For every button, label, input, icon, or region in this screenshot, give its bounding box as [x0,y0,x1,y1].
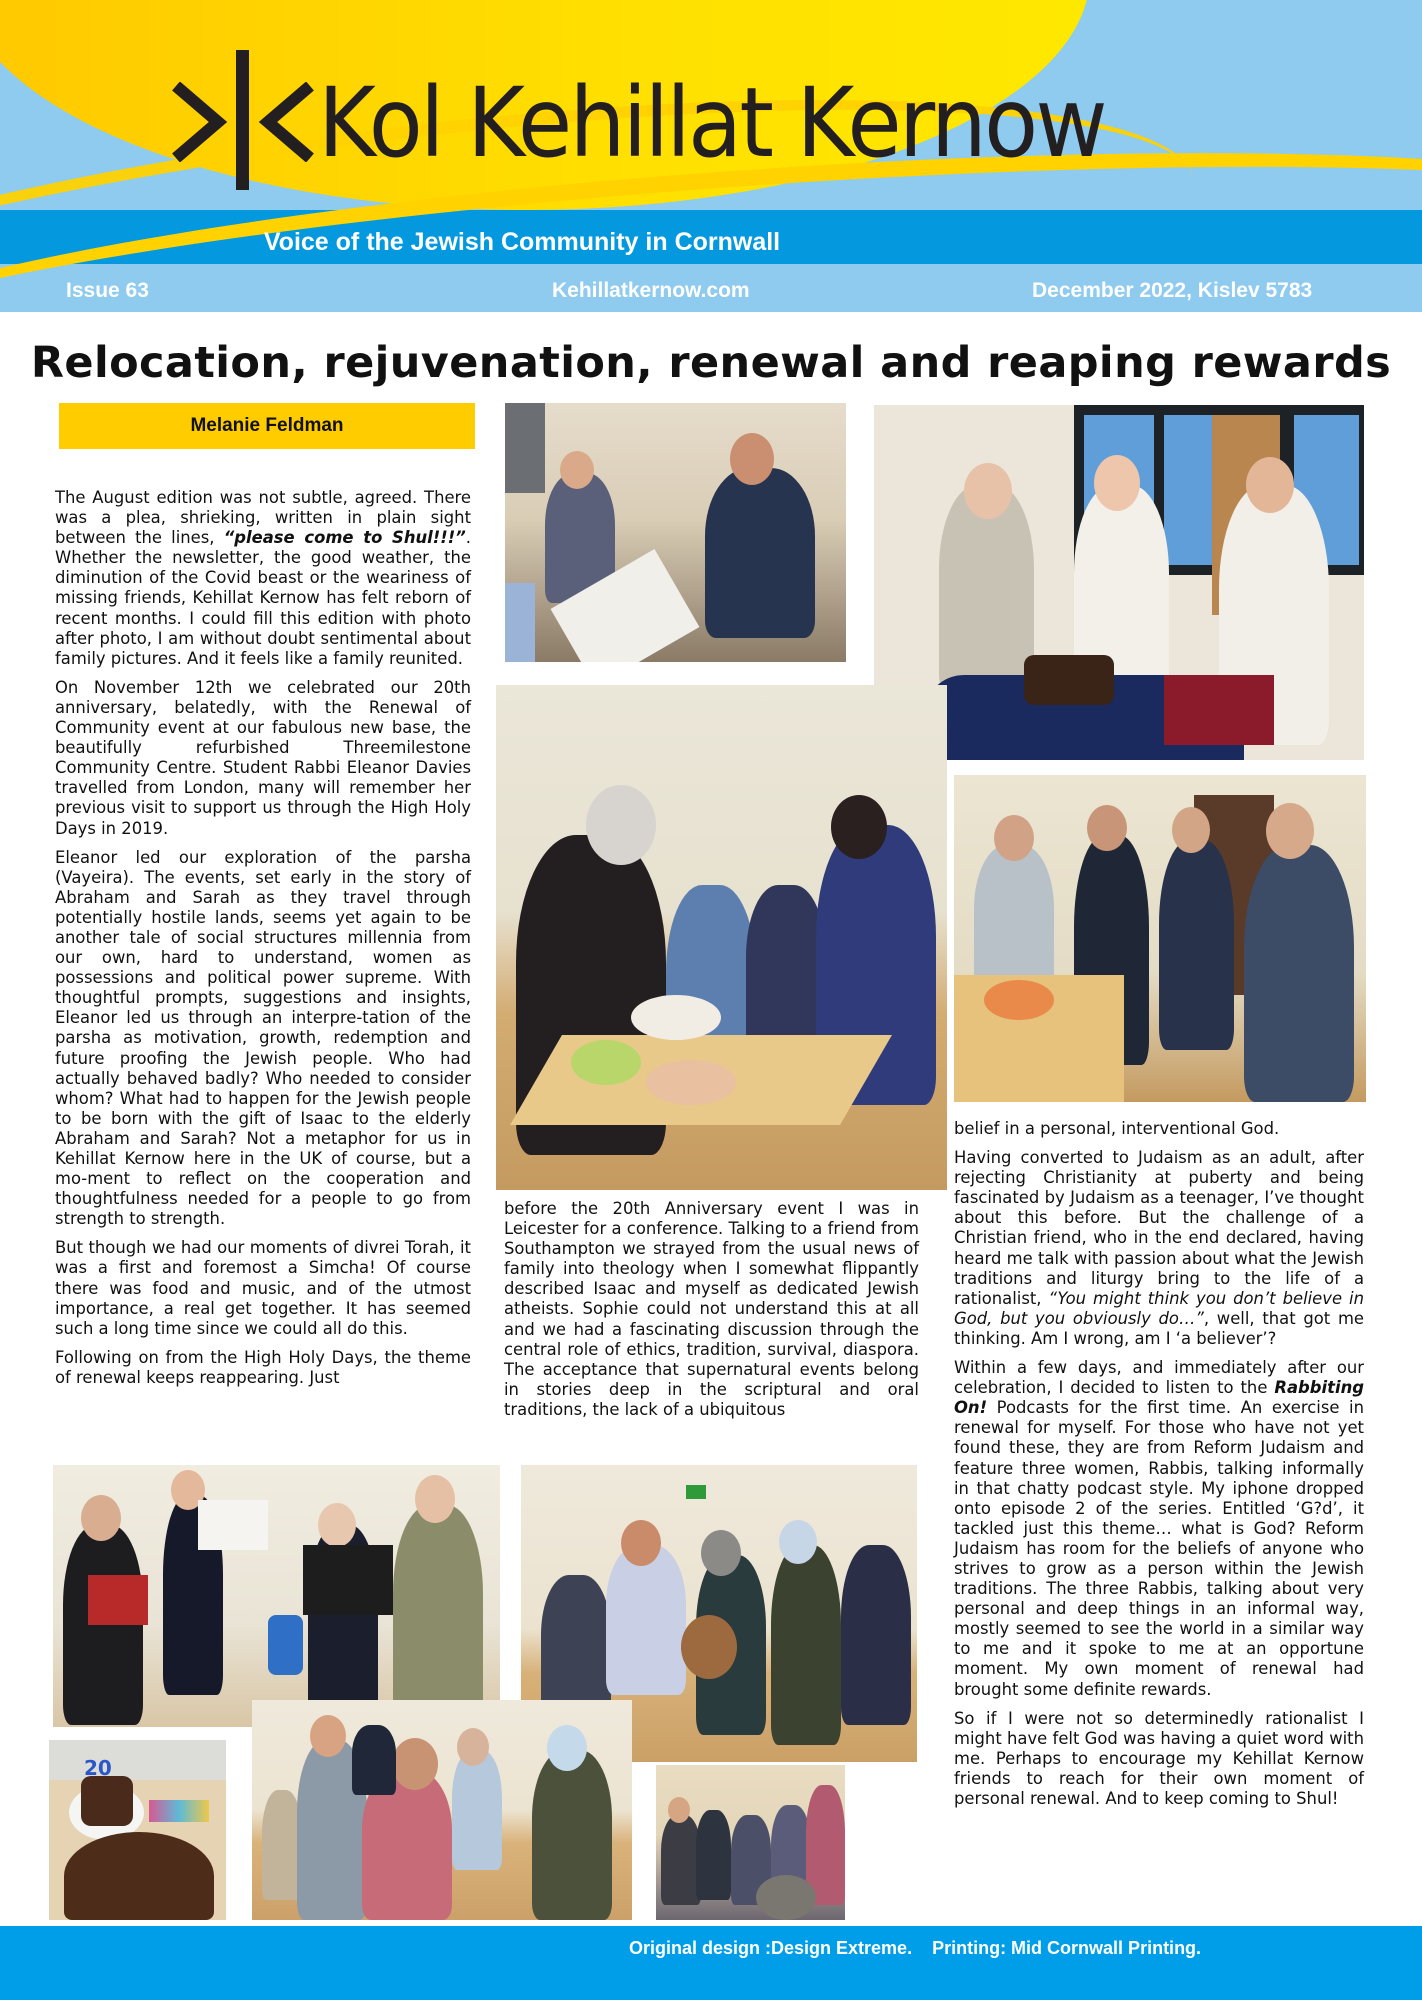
photo-birthday-cake [49,1740,226,1920]
photo-men-dancing [252,1700,632,1920]
paragraph: But though we had our moments of divrei Torah, it was a first and foremost a Simcha! Of course there was food and music, and of the utmost importance, a real get together. It has seemed such a long time since we could all do this. [55,1238,471,1338]
article-column-3 [954,1119,1364,1818]
photo-musicians [53,1465,500,1727]
article-column-2 [504,1199,919,1429]
masthead-title: Kol Kehillat Kernow [318,66,1105,179]
masthead-info-bar [0,270,1422,312]
issue-number: Issue 63 [66,279,149,302]
cake-candle-number: 20 [84,1756,112,1780]
photo-torah-reading [874,405,1364,760]
paragraph: Within a few days, and immediately after our celebration, I decided to listen to the Rabbiting On! Podcasts for the first time. An exercise in renewal for myself. For those who have not yet found these, they are from Reform Judaism and feature three women, Rabbis, talking informally in that chatty podcast style. My iphone dropped onto episode 2 of the series. Entitled ‘G?d’, it tackled just this theme… what is God? Reform Judaism has room for the beliefs of anyone who strives to grow as a person within the Jewish traditions. The three Rabbis, talking about very personal and deep things in an informal way, mostly seemed to see the world in a similar way to me and it spoke to me at an opportune moment. My own moment of renewal had brought some definite rewards. [954,1358,1364,1699]
quote-please-come-to-shul: “please come to Shul!!!” [223,528,466,548]
paragraph: So if I were not so determinedly rationalist I might have felt God was having a quiet word with me. Perhaps to encourage my Kehillat Kernow friends to reach for their own moment of personal renewal. And to keep coming to Shul! [954,1708,1364,1808]
author-byline: Melanie Feldman [59,403,475,449]
article-headline: Relocation, rejuvenation, renewal and reaping rewards [30,338,1392,388]
article-column-1 [55,488,471,1397]
photo-buffet [496,685,947,1190]
website-link[interactable]: Kehillatkernow.com [552,279,750,302]
quote-friend: “You might think you don’t believe in God, but you obviously do…” [954,1288,1364,1328]
paragraph: before the 20th Anniversary event I was in Leicester for a conference. Talking to a friend from Southampton we strayed from the usual news of family into theology when I somewhat flippantly described Isaac and myself as dedicated Jewish atheists. Sophie could not understand this at all and we had a fascinating discussion through the central role of ethics, tradition, survival, diaspora. The acceptance that supernatural events belong in stories deep in the scriptural and oral traditions, the lack of a ubiquitous [504,1199,919,1419]
footer-credits: Original design :Design Extreme. Printing: Mid Cornwall Printing. [629,1938,1202,1958]
masthead-logo [168,50,1173,195]
paragraph: On November 12th we celebrated our 20th anniversary, belatedly, with the Renewal of Community event at our fabulous new base, the beautifully refurbished Threemilestone Community Centre. Student Rabbi Eleanor Davies travelled from London, many will remember her previous visit to support us through the High Holy Days in 2019. [55,677,471,838]
issue-date: December 2022, Kislev 5783 [1032,279,1313,302]
podcast-title: Rabbiting On! [954,1378,1364,1418]
kk-logo-icon [168,50,318,195]
paragraph: Following on from the High Holy Days, the theme of renewal keeps reappearing. Just [55,1347,471,1387]
paragraph: belief in a personal, interventional God. [954,1119,1280,1138]
footer-bar [0,1926,1422,2000]
photo-clapping-men [954,775,1366,1102]
photo-seated-audience [656,1765,845,1920]
paragraph: The August edition was not subtle, agreed. There was a plea, shrieking, written in plain sight between the lines, “please come to Shul!!!”. Whether the newsletter, the good weather, the diminution of the Covid beast or the weariness of missing friends, Kehillat Kernow has felt reborn of recent months. I could fill this edition with photo after photo, I am without doubt sentimental about family pictures. And it feels like a family reunited. [55,488,471,668]
masthead [0,0,1422,312]
masthead-tagline: Voice of the Jewish Community in Cornwall [263,228,781,256]
photo-service-congregation [505,403,846,662]
paragraph: Eleanor led our exploration of the parsha (Vayeira). The events, set early in the story of Abraham and Sarah as they travel through potentially hostile lands, seems yet again to be another tale of social structures millennia from our own, hard to understand, women as possessions and political power supreme. With thoughtful prompts, suggestions and insights, Eleanor led us through an interpre-tation of the parsha as motivation, growth, redemption and future proofing the Jewish people. Who had actually behaved badly? Who needed to consider whom? What had to happen for the Jewish people to be born with the gift of Isaac to the elderly Abraham and Sarah? Not a metaphor for us in Kehillat Kernow here in the UK of course, but a mo-ment to reflect on the cooperation and thoughtfulness needed for a people to go from strength to strength. [55,847,471,1229]
paragraph: Having converted to Judaism as an adult, after rejecting Christianity at puberty and being fascinated by Judaism as a teenager, I’ve thought about this before. But the challenge of a Christian friend, who in the end declared, having heard me talk with passion about what the Jewish traditions and liturgy bring to the life of a rationalist, “You might think you don’t believe in God, but you obviously do…”, well, that got me thinking. Am I wrong, am I ‘a believer’? [954,1148,1364,1348]
